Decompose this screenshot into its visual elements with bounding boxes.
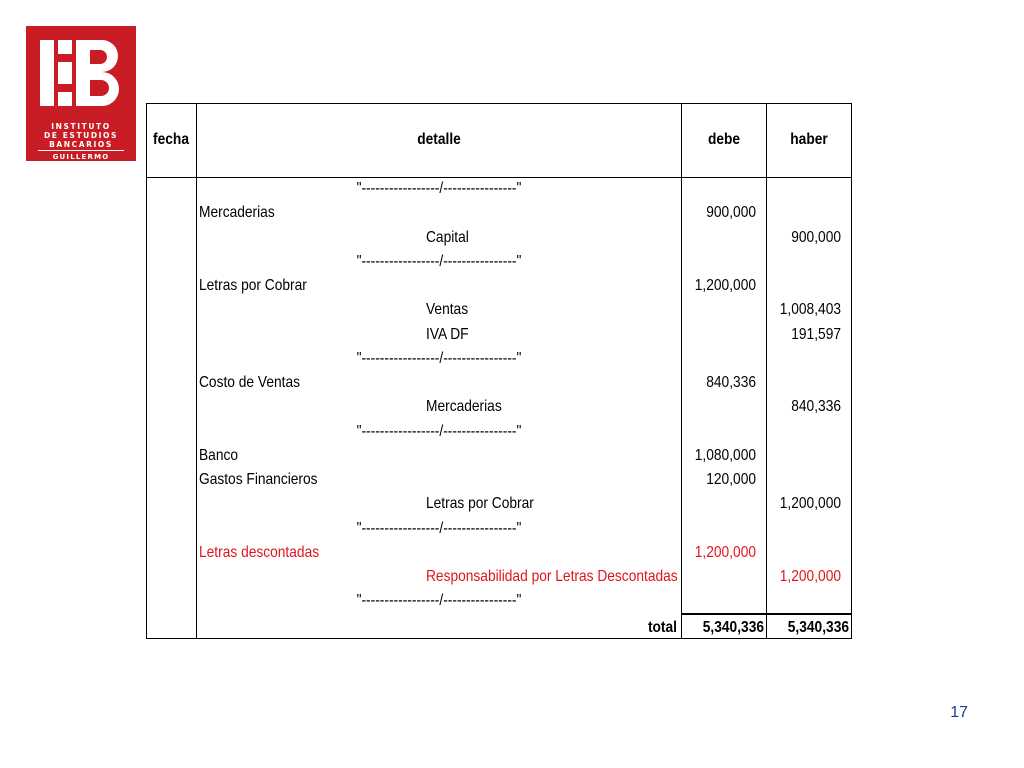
row-separator: "-----------------/----------------" xyxy=(356,519,522,537)
row-account: Gastos Financieros xyxy=(199,471,318,488)
row-debe: 840,336 xyxy=(706,374,756,391)
row-separator xyxy=(231,371,647,395)
row-separator xyxy=(231,323,647,347)
row-contra-account: IVA DF xyxy=(426,325,469,343)
row-account: Banco xyxy=(199,446,239,464)
row-separator xyxy=(231,395,647,419)
page-number: 17 xyxy=(950,704,968,721)
row-separator xyxy=(231,201,647,225)
logo-text-line4: GUILLERMO xyxy=(52,153,110,161)
row-separator: "-----------------/----------------" xyxy=(356,252,522,270)
row-debe xyxy=(692,250,756,274)
row-contra-account: Capital xyxy=(426,228,469,246)
row-debe xyxy=(692,177,756,201)
table-left-border xyxy=(146,103,147,639)
row-separator: "-----------------/----------------" xyxy=(356,349,522,367)
row-haber xyxy=(777,250,841,274)
row-haber: 191,597 xyxy=(791,325,841,343)
row-debe xyxy=(692,323,756,347)
row-debe: 1,080,000 xyxy=(694,446,756,464)
row-haber xyxy=(777,589,841,613)
row-haber: 1,008,403 xyxy=(779,301,841,319)
header-bottom-border xyxy=(146,177,852,178)
logo-text-line3: BANCARIOS xyxy=(49,140,113,149)
fecha-divider xyxy=(196,103,197,639)
row-account: Letras descontadas xyxy=(199,543,320,561)
total-label: total xyxy=(647,619,677,636)
row-separator xyxy=(231,565,678,589)
header-fecha: fecha xyxy=(153,131,189,148)
row-separator xyxy=(231,274,647,298)
row-haber xyxy=(777,177,841,201)
row-debe xyxy=(692,395,756,419)
row-haber: 840,336 xyxy=(791,398,841,416)
row-debe xyxy=(692,492,756,516)
institute-logo xyxy=(26,26,136,170)
row-debe: 120,000 xyxy=(706,471,756,488)
row-haber xyxy=(777,444,841,468)
row-account: Mercaderias xyxy=(199,204,275,222)
row-debe: 1,200,000 xyxy=(694,277,756,294)
row-debe xyxy=(692,347,756,371)
row-debe: 900,000 xyxy=(706,204,756,222)
row-separator xyxy=(231,541,647,565)
row-separator xyxy=(231,226,647,250)
row-separator: "-----------------/----------------" xyxy=(356,592,522,610)
row-separator xyxy=(231,468,647,492)
row-debe xyxy=(692,420,756,444)
row-debe xyxy=(692,298,756,322)
row-separator xyxy=(231,492,647,516)
ieb-logo-icon xyxy=(40,40,122,106)
table-top-border xyxy=(146,103,852,104)
detalle-divider xyxy=(681,103,682,639)
row-haber: 1,200,000 xyxy=(779,495,841,513)
row-contra-account: Letras por Cobrar xyxy=(426,495,534,513)
header-debe: debe xyxy=(707,131,741,148)
row-haber xyxy=(777,347,841,371)
logo-text-line5: SUBERCASEAUX xyxy=(46,162,116,170)
row-debe xyxy=(692,565,756,589)
row-contra-account: Responsabilidad por Letras Descontadas xyxy=(426,568,678,585)
row-haber xyxy=(777,371,841,395)
row-separator: "-----------------/----------------" xyxy=(356,180,522,197)
header-haber: haber xyxy=(790,131,828,148)
row-haber xyxy=(777,517,841,541)
total-debe: 5,340,336 xyxy=(702,619,764,636)
row-haber: 900,000 xyxy=(791,228,841,246)
row-debe xyxy=(692,589,756,613)
row-debe xyxy=(692,517,756,541)
row-separator xyxy=(231,298,647,322)
row-haber xyxy=(777,468,841,492)
row-contra-account: Mercaderias xyxy=(426,398,502,416)
total-haber: 5,340,336 xyxy=(787,619,849,636)
row-haber xyxy=(777,420,841,444)
table-bottom-border xyxy=(146,638,852,639)
row-separator xyxy=(231,444,647,468)
row-contra-account: Ventas xyxy=(426,301,469,319)
row-debe: 1,200,000 xyxy=(694,543,756,561)
logo-text-line2: DE ESTUDIOS xyxy=(43,131,119,140)
logo-text-line1: INSTITUTO xyxy=(51,122,111,131)
row-haber xyxy=(777,274,841,298)
row-haber xyxy=(777,541,841,565)
row-haber xyxy=(777,201,841,225)
row-debe xyxy=(692,226,756,250)
row-separator: "-----------------/----------------" xyxy=(356,422,522,440)
table-right-border xyxy=(851,103,852,639)
header-detalle: detalle xyxy=(417,131,461,148)
logo-rule xyxy=(38,150,124,151)
row-account: Costo de Ventas xyxy=(199,374,300,391)
debe-divider xyxy=(766,103,767,639)
row-account: Letras por Cobrar xyxy=(199,277,307,294)
row-haber: 1,200,000 xyxy=(779,568,841,585)
